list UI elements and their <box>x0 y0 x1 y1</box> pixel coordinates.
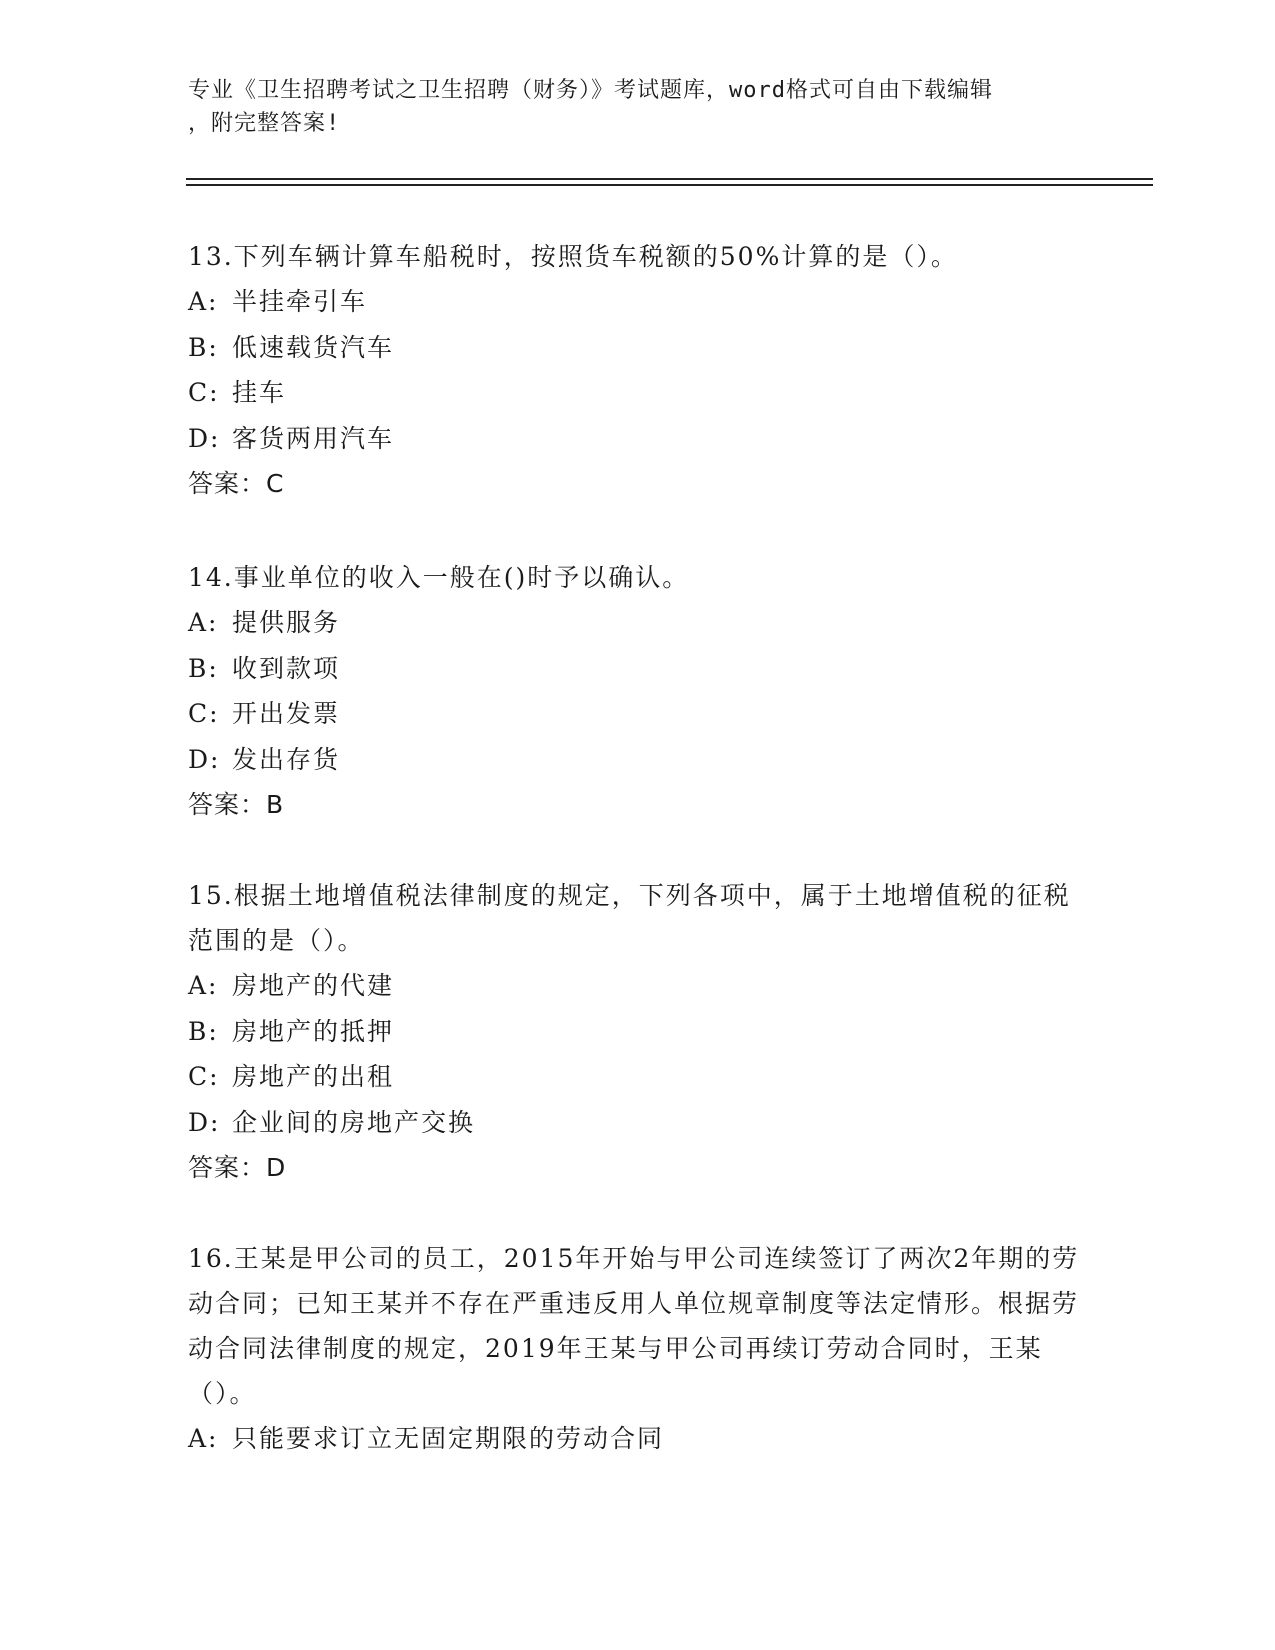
option-letter: A: <box>188 287 219 316</box>
question-stem: 14.事业单位的收入一般在()时予以确认。 <box>188 563 690 592</box>
option-text: 房地产的抵押 <box>232 1016 395 1046</box>
header-line-1: 专业《卫生招聘考试之卫生招聘（财务）》考试题库，word格式可自由下载编辑 <box>188 78 993 103</box>
option-text: 挂车 <box>232 378 287 407</box>
option-b <box>188 1009 1088 1055</box>
question-15 <box>188 873 1088 1190</box>
question-14 <box>188 555 1088 827</box>
question-stem: 13.下列车辆计算车船税时，按照货车税额的50%计算的是（）。 <box>188 242 958 271</box>
option-c <box>188 691 1088 737</box>
header-divider-top <box>186 178 1153 180</box>
option-a <box>188 1416 1088 1462</box>
option-text: 发出存货 <box>232 744 341 774</box>
option-letter: B: <box>188 1016 219 1046</box>
option-letter: C: <box>188 1062 220 1091</box>
option-text: 低速载货汽车 <box>232 332 395 362</box>
question-13 <box>188 234 1088 506</box>
option-letter: B: <box>188 332 219 362</box>
option-text: 半挂牵引车 <box>232 287 368 316</box>
question-stem: 15.根据土地增值税法律制度的规定，下列各项中，属于土地增值税的征税范围的是（）。 <box>188 881 1071 955</box>
option-letter: D: <box>188 423 221 453</box>
option-d <box>188 737 1088 783</box>
answer-line: 答案：C <box>188 469 285 498</box>
option-letter: B: <box>188 653 219 683</box>
option-a <box>188 963 1088 1009</box>
option-text: 房地产的出租 <box>232 1062 395 1091</box>
option-d <box>188 1100 1088 1146</box>
question-stem: 16.王某是甲公司的员工，2015年开始与甲公司连续签订了两次2年期的劳动合同；已知王某并不存在严重违反用人单位规章制度等法定情形。根据劳动合同法律制度的规定，2019年王某与甲公司再续订劳动合同时，王某（）。 <box>188 1244 1080 1408</box>
option-text: 客货两用汽车 <box>232 423 395 453</box>
question-16 <box>188 1236 1088 1462</box>
option-c <box>188 370 1088 416</box>
option-letter: D: <box>188 1107 221 1137</box>
option-text: 提供服务 <box>232 608 341 637</box>
document-header <box>188 74 1088 140</box>
option-text: 企业间的房地产交换 <box>232 1107 476 1137</box>
header-divider-bottom <box>186 184 1153 186</box>
option-letter: C: <box>188 699 220 728</box>
option-a <box>188 279 1088 325</box>
option-text: 房地产的代建 <box>232 971 395 1000</box>
header-line-2: ，附完整答案! <box>188 111 341 136</box>
option-b <box>188 646 1088 692</box>
option-d <box>188 416 1088 462</box>
option-a <box>188 600 1088 646</box>
answer-line: 答案：B <box>188 790 285 819</box>
option-letter: D: <box>188 744 221 774</box>
option-letter: A: <box>188 608 219 637</box>
option-c <box>188 1054 1088 1100</box>
option-text: 开出发票 <box>232 699 341 728</box>
option-text: 收到款项 <box>232 653 341 683</box>
option-b <box>188 325 1088 371</box>
option-letter: A: <box>188 1424 219 1453</box>
option-letter: A: <box>188 971 219 1000</box>
answer-line: 答案：D <box>188 1153 287 1182</box>
option-letter: C: <box>188 378 220 407</box>
option-text: 只能要求订立无固定期限的劳动合同 <box>232 1424 665 1453</box>
